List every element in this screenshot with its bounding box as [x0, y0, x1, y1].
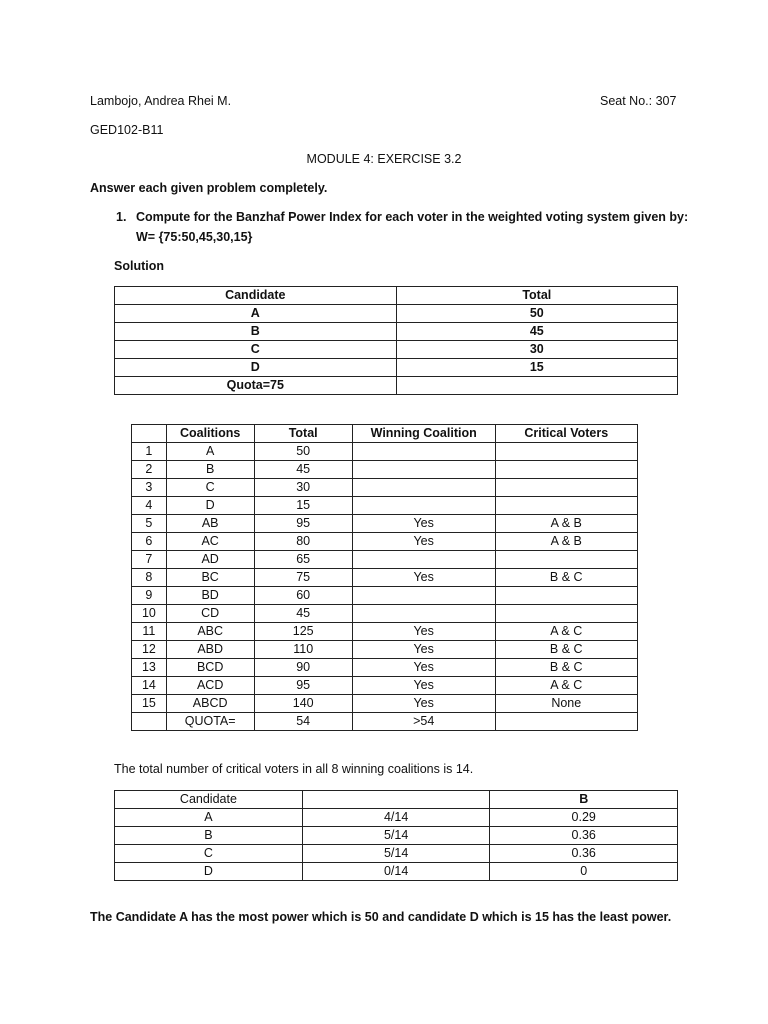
cell: D — [166, 497, 254, 515]
cell: 2 — [132, 461, 167, 479]
conclusion-text: The Candidate A has the most power which is 50 and candidate D which is 15 has the least power. — [90, 910, 672, 924]
summary-text: The total number of critical voters in all 8 winning coalitions is 14. — [114, 762, 474, 776]
table-header-row — [132, 425, 638, 443]
problem-number: 1. — [116, 210, 127, 224]
cell: A & B — [495, 515, 637, 533]
cell: 14 — [132, 677, 167, 695]
cell — [495, 605, 637, 623]
table-row — [115, 845, 678, 863]
cell — [352, 497, 495, 515]
cell: 140 — [254, 695, 352, 713]
table-row — [115, 377, 678, 395]
instructions: Answer each given problem completely. — [90, 181, 328, 195]
cell: AC — [166, 533, 254, 551]
header-winning-coalition: Winning Coalition — [352, 425, 495, 443]
header-total: Total — [396, 287, 677, 305]
header-candidate: Candidate — [115, 287, 397, 305]
quota-cell: Quota=75 — [115, 377, 397, 395]
cell: 4/14 — [302, 809, 490, 827]
table-row — [132, 443, 638, 461]
module-title: MODULE 4: EXERCISE 3.2 — [306, 152, 462, 166]
cell: BC — [166, 569, 254, 587]
cell: 95 — [254, 515, 352, 533]
cell: B & C — [495, 569, 637, 587]
cell: CD — [166, 605, 254, 623]
cell: 0 — [490, 863, 678, 881]
problem-text: Compute for the Banzhaf Power Index for each voter in the weighted voting system given by: — [136, 210, 689, 224]
cell: Yes — [352, 533, 495, 551]
cell — [352, 587, 495, 605]
student-name: Lambojo, Andrea Rhei M. — [90, 94, 232, 108]
cell: 125 — [254, 623, 352, 641]
banzhaf-index-table — [114, 790, 678, 881]
cell: A & C — [495, 623, 637, 641]
cell: D — [115, 359, 397, 377]
table-row — [115, 341, 678, 359]
table-row — [132, 713, 638, 731]
cell: AB — [166, 515, 254, 533]
table-header-row — [115, 791, 678, 809]
cell: A & B — [495, 533, 637, 551]
header-candidate: Candidate — [115, 791, 303, 809]
table-row — [132, 533, 638, 551]
table-row — [132, 551, 638, 569]
cell: Yes — [352, 641, 495, 659]
cell: D — [115, 863, 303, 881]
cell: 4 — [132, 497, 167, 515]
cell: B & C — [495, 659, 637, 677]
cell: Yes — [352, 623, 495, 641]
header-coalitions: Coalitions — [166, 425, 254, 443]
cell: 8 — [132, 569, 167, 587]
cell: B — [166, 461, 254, 479]
cell: B — [115, 827, 303, 845]
cell — [352, 461, 495, 479]
candidate-total-table — [114, 286, 678, 395]
cell: A & C — [495, 677, 637, 695]
cell: None — [495, 695, 637, 713]
cell: 5/14 — [302, 827, 490, 845]
table-row — [115, 359, 678, 377]
table-row — [115, 809, 678, 827]
cell: 30 — [396, 341, 677, 359]
table-row — [132, 677, 638, 695]
cell: Yes — [352, 569, 495, 587]
header-index — [132, 425, 167, 443]
cell: 45 — [254, 461, 352, 479]
cell: 10 — [132, 605, 167, 623]
cell: 60 — [254, 587, 352, 605]
cell: 5 — [132, 515, 167, 533]
cell: 50 — [396, 305, 677, 323]
cell — [352, 551, 495, 569]
table-row — [132, 497, 638, 515]
cell: ABCD — [166, 695, 254, 713]
cell: A — [166, 443, 254, 461]
table-row — [132, 659, 638, 677]
table-row — [115, 863, 678, 881]
cell: 15 — [396, 359, 677, 377]
cell — [396, 377, 677, 395]
table-row — [115, 305, 678, 323]
cell: 54 — [254, 713, 352, 731]
cell: 5/14 — [302, 845, 490, 863]
cell — [352, 605, 495, 623]
table-row — [115, 323, 678, 341]
table-row — [132, 605, 638, 623]
cell: B & C — [495, 641, 637, 659]
cell: 0.29 — [490, 809, 678, 827]
cell — [495, 443, 637, 461]
cell: Yes — [352, 695, 495, 713]
cell — [352, 479, 495, 497]
cell: 30 — [254, 479, 352, 497]
cell: 11 — [132, 623, 167, 641]
header-critical-voters: Critical Voters — [495, 425, 637, 443]
table-header-row — [115, 287, 678, 305]
table-row — [132, 587, 638, 605]
cell — [495, 497, 637, 515]
cell: AD — [166, 551, 254, 569]
table-row — [132, 641, 638, 659]
cell: ABC — [166, 623, 254, 641]
header-blank — [302, 791, 490, 809]
cell: 80 — [254, 533, 352, 551]
cell: 65 — [254, 551, 352, 569]
cell — [495, 461, 637, 479]
cell: 1 — [132, 443, 167, 461]
table-row — [132, 515, 638, 533]
table-row — [132, 479, 638, 497]
course-code: GED102-B11 — [90, 123, 164, 137]
table-row — [132, 695, 638, 713]
cell: C — [115, 341, 397, 359]
cell: ACD — [166, 677, 254, 695]
cell: 15 — [132, 695, 167, 713]
table-row — [132, 623, 638, 641]
cell: 12 — [132, 641, 167, 659]
table-row — [132, 569, 638, 587]
header-b: B — [490, 791, 678, 809]
cell: 45 — [254, 605, 352, 623]
cell: 110 — [254, 641, 352, 659]
cell — [495, 587, 637, 605]
cell: C — [166, 479, 254, 497]
cell: Yes — [352, 515, 495, 533]
cell — [495, 479, 637, 497]
cell: Yes — [352, 659, 495, 677]
cell: 45 — [396, 323, 677, 341]
voting-system: W= {75:50,45,30,15} — [136, 230, 253, 244]
cell: 0.36 — [490, 827, 678, 845]
cell: BD — [166, 587, 254, 605]
cell: Yes — [352, 677, 495, 695]
cell: >54 — [352, 713, 495, 731]
cell: 90 — [254, 659, 352, 677]
cell: B — [115, 323, 397, 341]
cell: 15 — [254, 497, 352, 515]
table-row — [132, 461, 638, 479]
coalitions-table — [131, 424, 638, 731]
cell: BCD — [166, 659, 254, 677]
header-total: Total — [254, 425, 352, 443]
solution-label: Solution — [114, 259, 164, 273]
cell: 6 — [132, 533, 167, 551]
cell: A — [115, 809, 303, 827]
cell: QUOTA= — [166, 713, 254, 731]
cell: 95 — [254, 677, 352, 695]
cell: 3 — [132, 479, 167, 497]
cell: 0.36 — [490, 845, 678, 863]
cell: ABD — [166, 641, 254, 659]
cell: 0/14 — [302, 863, 490, 881]
cell — [495, 551, 637, 569]
cell: 13 — [132, 659, 167, 677]
seat-number: Seat No.: 307 — [600, 94, 677, 108]
cell: A — [115, 305, 397, 323]
cell: 75 — [254, 569, 352, 587]
cell — [132, 713, 167, 731]
table-row — [115, 827, 678, 845]
cell: 9 — [132, 587, 167, 605]
cell — [352, 443, 495, 461]
cell — [495, 713, 637, 731]
cell: C — [115, 845, 303, 863]
cell: 7 — [132, 551, 167, 569]
cell: 50 — [254, 443, 352, 461]
